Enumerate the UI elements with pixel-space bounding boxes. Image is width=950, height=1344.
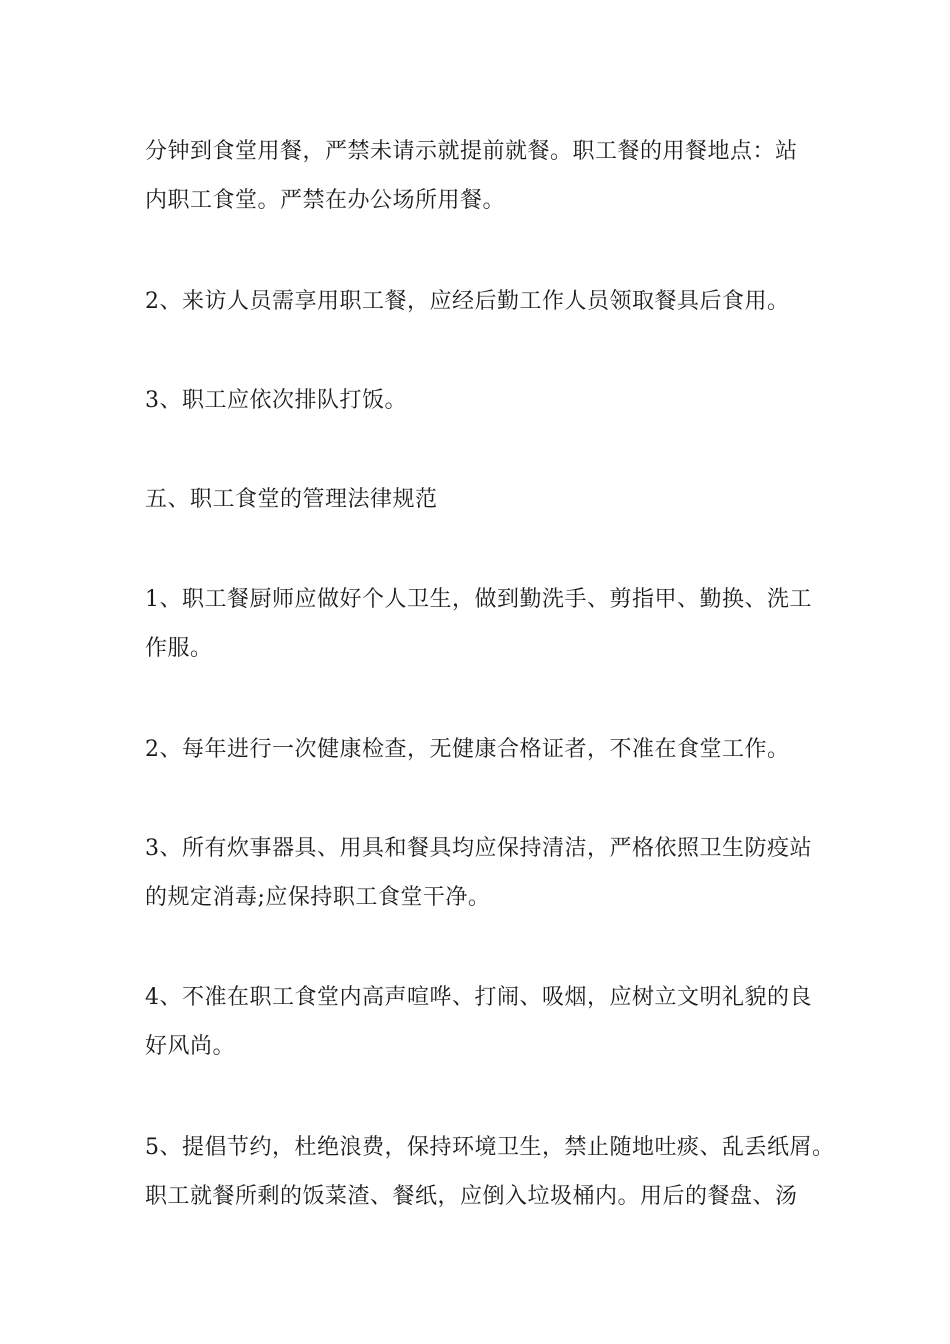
paragraph-line: 4、不准在职工食堂内高声喧哗、打闹、吸烟，应树立文明礼貌的良 — [145, 985, 812, 1010]
paragraph-line: 2、每年进行一次健康检查，无健康合格证者，不准在食堂工作。 — [145, 737, 790, 762]
section-heading: 五、职工食堂的管理法律规范 — [145, 487, 438, 512]
paragraph-line: 3、职工应依次排队打饭。 — [145, 388, 407, 413]
paragraph-line: 内职工食堂。严禁在办公场所用餐。 — [145, 188, 506, 213]
paragraph-line: 5、提倡节约，杜绝浪费，保持环境卫生，禁止随地吐痰、乱丢纸屑。 — [145, 1135, 835, 1160]
paragraph-line: 3、所有炊事器具、用具和餐具均应保持清洁，严格依照卫生防疫站 — [145, 836, 812, 861]
paragraph-line: 职工就餐所剩的饭菜渣、餐纸，应倒入垃圾桶内。用后的餐盘、汤 — [145, 1184, 798, 1209]
paragraph-line: 的规定消毒;应保持职工食堂干净。 — [145, 885, 491, 910]
paragraph-line: 1、职工餐厨师应做好个人卫生，做到勤洗手、剪指甲、勤换、洗工 — [145, 587, 812, 612]
paragraph-line: 分钟到食堂用餐，严禁未请示就提前就餐。职工餐的用餐地点：站 — [145, 139, 798, 164]
paragraph-line: 2、来访人员需享用职工餐，应经后勤工作人员领取餐具后食用。 — [145, 289, 790, 314]
paragraph-line: 作服。 — [145, 636, 213, 661]
paragraph-line: 好风尚。 — [145, 1034, 236, 1059]
